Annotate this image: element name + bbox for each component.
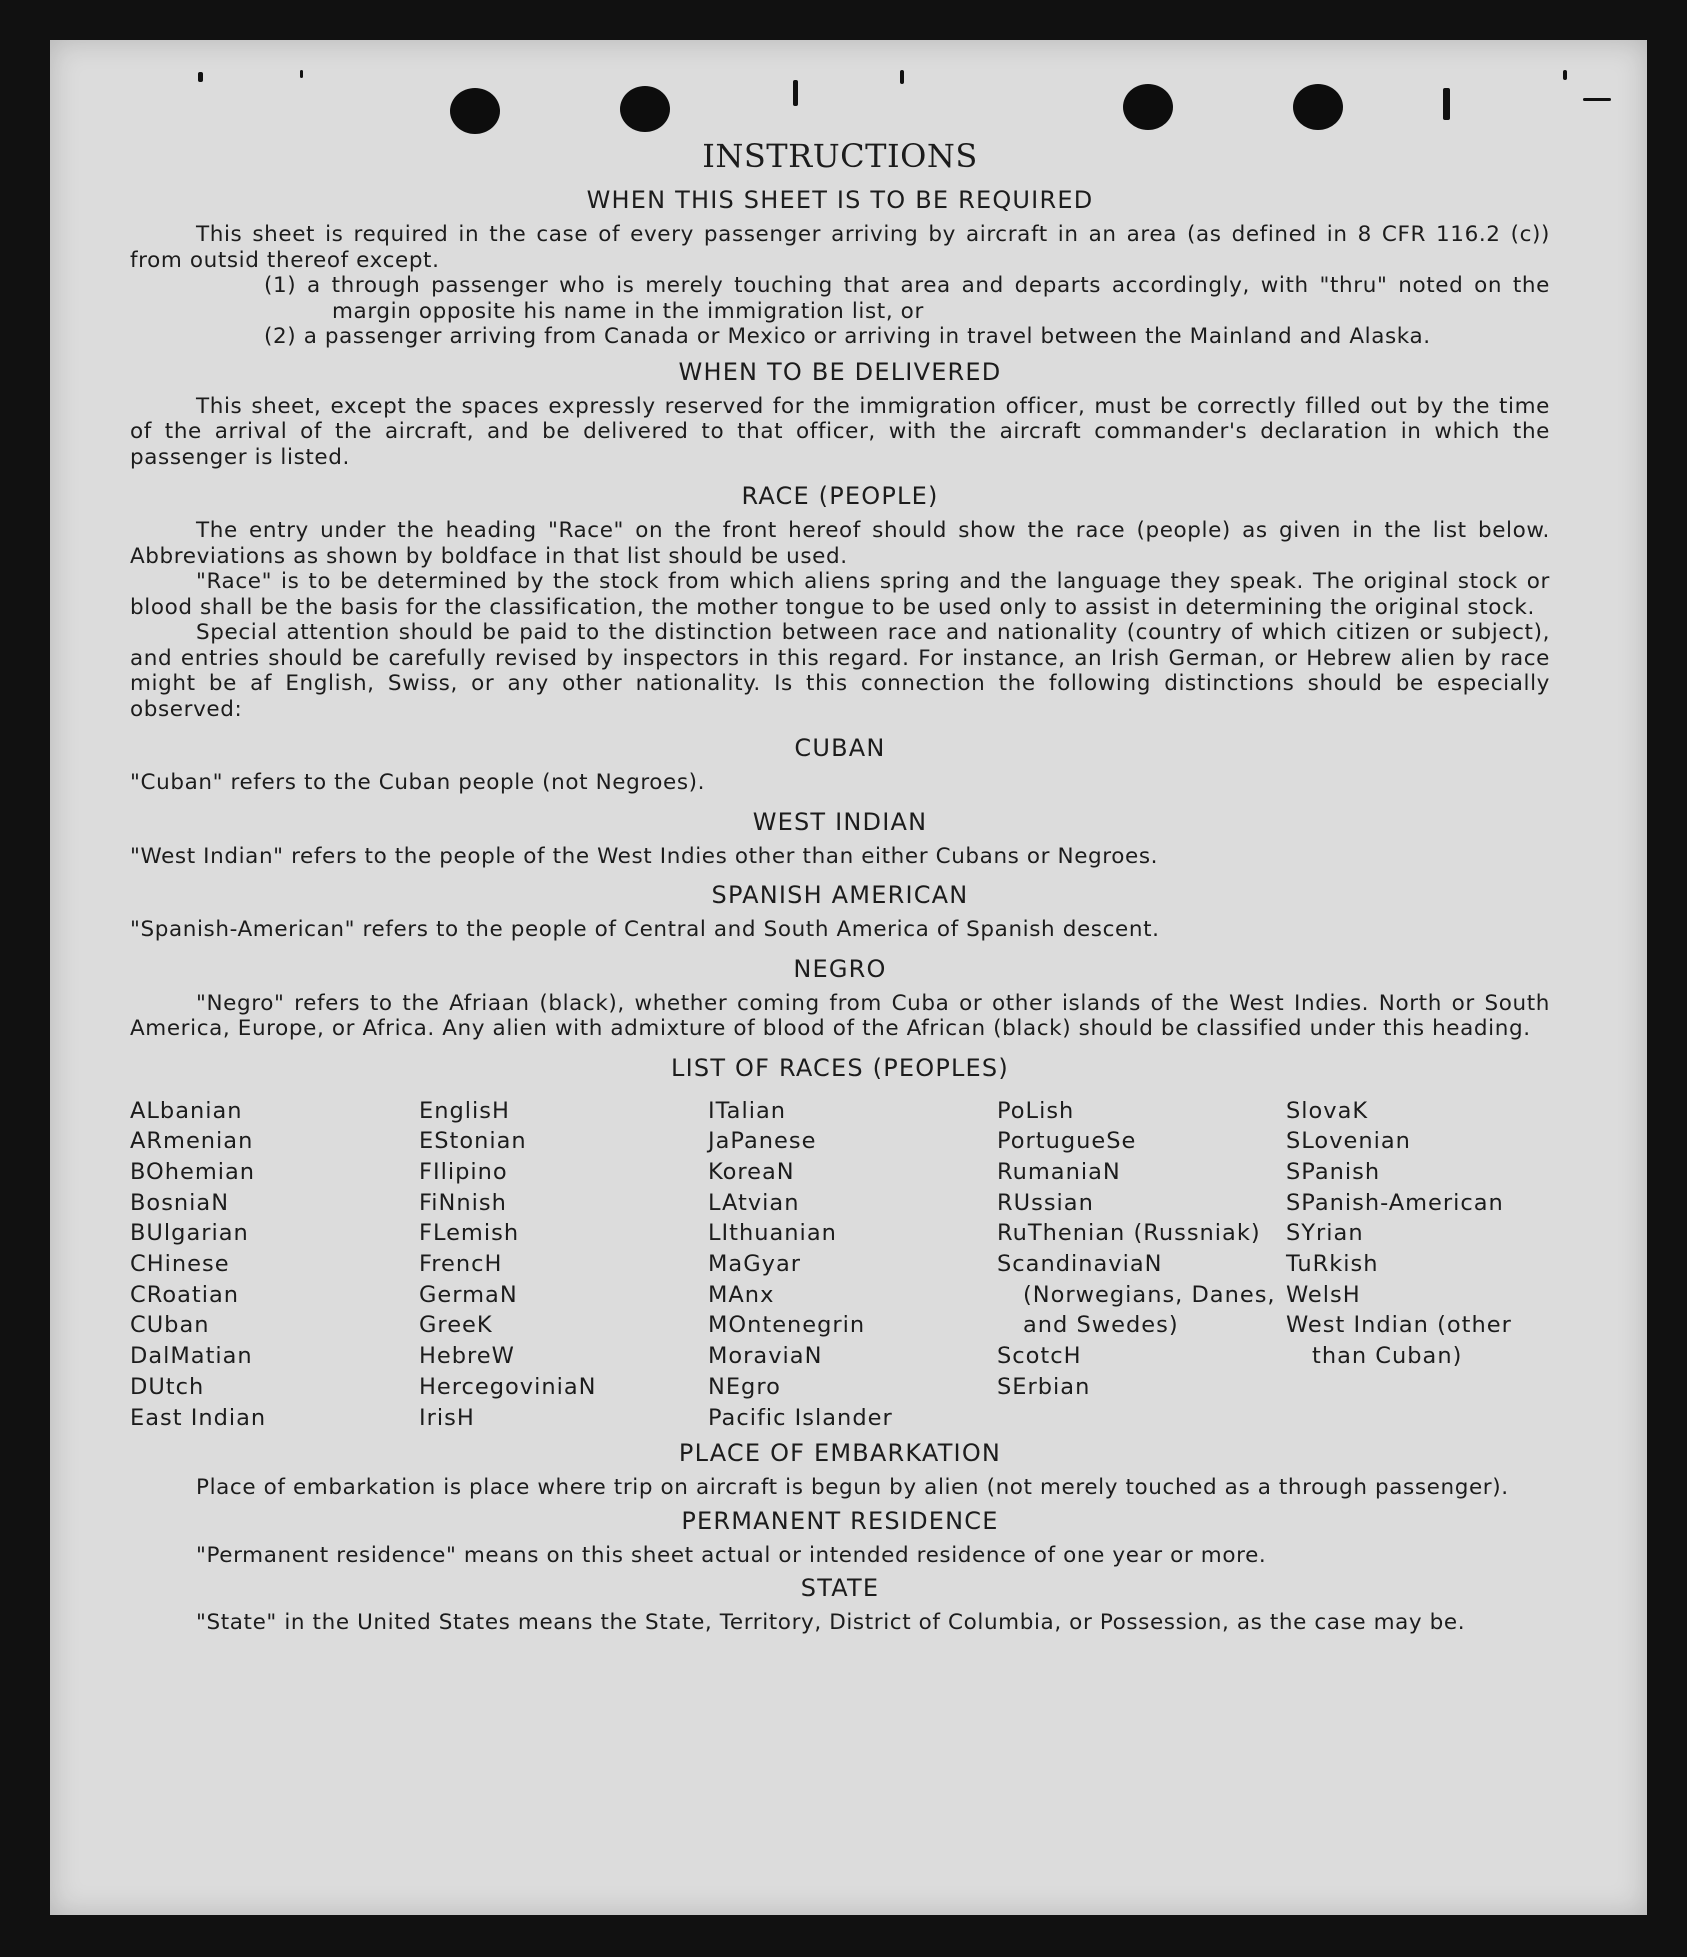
race-column (1286, 1096, 1575, 1434)
paragraph: "Permanent residence" means on this sheet actual or intended residence of one year or more. (196, 1542, 1267, 1568)
instructions-content (130, 136, 1550, 1636)
section-heading-cuban: CUBAN (794, 734, 886, 762)
race-item: BosniaN (130, 1189, 230, 1216)
race-item: RumaniaN (997, 1158, 1121, 1185)
ink-speck (198, 72, 203, 82)
list-item: (2) a passenger arriving from Canada or Mexico or arriving in travel between the Mainland and Alaska. (264, 324, 1431, 349)
race-item: CUban (130, 1312, 210, 1339)
ink-speck (900, 70, 904, 84)
race-item: RuThenian (Russniak) (997, 1220, 1261, 1247)
race-item: BOhemian (130, 1158, 256, 1185)
paragraph: "West Indian" refers to the people of the West Indies other than either Cubans or Negroes. (130, 843, 1159, 869)
race-item: FiNnish (419, 1189, 507, 1216)
race-item: PortugueSe (997, 1128, 1137, 1155)
race-item: SlovaK (1286, 1097, 1369, 1124)
race-item: ALbanian (130, 1097, 243, 1124)
race-item: East Indian (130, 1404, 267, 1431)
race-item: SLovenian (1286, 1128, 1411, 1155)
ink-speck (1563, 70, 1567, 80)
race-item: FrencH (419, 1251, 503, 1278)
paragraph: "Spanish-American" refers to the people of Central and South America of Spanish descent. (130, 917, 1160, 942)
paragraph: Place of embarkation is place where trip on aircraft is begun by alien (not merely touched as a through passenger). (196, 1475, 1509, 1501)
document-sheet (50, 40, 1647, 1915)
race-item: ScandinaviaN (Norwegians, Danes, and Swedes) (997, 1251, 1276, 1339)
race-item: WelsH (1286, 1281, 1361, 1308)
section-heading-race: RACE (PEOPLE) (741, 482, 939, 510)
paragraph: "Race" is to be determined by the stock from which aliens spring and the language they speak. The original stock or blood shall be the basis for the classification, the mother tongue to be used only to assist in determining the original stock. (130, 569, 1550, 620)
race-item: LAtvian (708, 1189, 800, 1216)
punch-hole (1293, 84, 1343, 130)
race-item: CRoatian (130, 1281, 240, 1308)
ink-speck (793, 80, 798, 106)
paragraph: The entry under the heading "Race" on the front hereof should show the race (people) as given in the list below. Abbreviations as shown by boldface in that list should be used. (130, 518, 1550, 569)
race-item: GreeK (419, 1312, 493, 1339)
race-item: West Indian (other than Cuban) (1286, 1312, 1512, 1370)
punch-hole (1123, 84, 1173, 130)
race-item: HercegoviniaN (419, 1373, 597, 1400)
race-item: IrisH (419, 1404, 475, 1431)
section-heading-spanish-american: SPANISH AMERICAN (711, 881, 969, 909)
section-heading-state: STATE (800, 1574, 880, 1603)
race-item: SPanish (1286, 1158, 1381, 1185)
race-item: KoreaN (708, 1158, 795, 1185)
paragraph: This sheet is required in the case of every passenger arriving by aircraft in an area (as defined in 8 CFR 116.2 (c)) from outsid thereof except. (130, 222, 1550, 273)
race-column (130, 1096, 419, 1434)
race-column (708, 1096, 997, 1434)
paragraph: "Cuban" refers to the Cuban people (not Negroes). (130, 770, 706, 795)
section-heading-list-of-races: LIST OF RACES (PEOPLES) (671, 1053, 1009, 1082)
paragraph: "State" in the United States means the State, Territory, District of Columbia, or Possession, as the case may be. (196, 1610, 1466, 1636)
race-item: LIthuanian (708, 1220, 837, 1247)
paragraph: "Negro" refers to the Afriaan (black), whether coming from Cuba or other islands of the West Indies. North or South America, Europe, or Africa. Any alien with admixture of blood of the African (black) should be classified under this heading. (130, 990, 1550, 1041)
race-item: NEgro (708, 1373, 781, 1400)
section-heading-when-delivered: WHEN TO BE DELIVERED (678, 357, 1002, 386)
race-item: SPanish-American (1286, 1189, 1504, 1216)
ink-speck (1583, 98, 1611, 101)
race-item: GermaN (419, 1281, 518, 1308)
race-item: SErbian (997, 1373, 1091, 1400)
race-item: PoLish (997, 1097, 1075, 1124)
race-item: MOntenegrin (708, 1312, 866, 1339)
ink-speck (1443, 88, 1450, 120)
race-item: JaPanese (708, 1128, 817, 1155)
race-item: FIlipino (419, 1158, 508, 1185)
section-heading-when-required: WHEN THIS SHEET IS TO BE REQUIRED (586, 186, 1094, 214)
list-item: (1) a through passenger who is merely touching that area and departs accordingly, with "thru" noted on the margin opposite his name in the immigration list, or (264, 273, 1550, 324)
ink-speck (300, 70, 303, 78)
paragraph: This sheet, except the spaces expressly reserved for the immigration officer, must be correctly filled out by the time of the arrival of the aircraft, and be delivered to that officer, with the aircraft commander's declaration in which the passenger is listed. (130, 393, 1550, 470)
paragraph: Special attention should be paid to the distinction between race and nationality (country of which citizen or subject), and entries should be carefully revised by inspectors in this regard. For instance, an Irish German, or Hebrew alien by race might be af English, Swiss, or any other nationality. Is this connection the following distinctions should be especially observed: (130, 620, 1550, 722)
race-item: MaGyar (708, 1251, 801, 1278)
punch-hole (620, 86, 670, 132)
punch-hole (450, 88, 500, 134)
section-heading-permanent-residence: PERMANENT RESIDENCE (681, 1506, 999, 1535)
race-item: MoraviaN (708, 1343, 823, 1370)
page-title: INSTRUCTIONS (702, 137, 978, 175)
race-item: ITalian (708, 1097, 786, 1124)
race-list (130, 1096, 1550, 1434)
race-item: SYrian (1286, 1220, 1364, 1247)
race-item: EnglisH (419, 1097, 510, 1124)
race-item: FLemish (419, 1220, 520, 1247)
race-item: ScotcH (997, 1343, 1082, 1370)
race-item: CHinese (130, 1251, 230, 1278)
race-item: RUssian (997, 1189, 1094, 1216)
race-column (997, 1096, 1286, 1434)
race-column (419, 1096, 708, 1434)
race-item: HebreW (419, 1343, 515, 1370)
race-item: MAnx (708, 1281, 775, 1308)
race-item: Pacific Islander (708, 1404, 893, 1431)
race-item: DUtch (130, 1373, 205, 1400)
race-item: DalMatian (130, 1343, 253, 1370)
race-item: TuRkish (1286, 1251, 1379, 1278)
section-heading-west-indian: WEST INDIAN (752, 807, 928, 836)
race-item: EStonian (419, 1128, 527, 1155)
section-heading-embarkation: PLACE OF EMBARKATION (678, 1439, 1002, 1468)
race-item: ARmenian (130, 1128, 254, 1155)
race-item: BUlgarian (130, 1220, 249, 1247)
section-heading-negro: NEGRO (793, 954, 887, 983)
